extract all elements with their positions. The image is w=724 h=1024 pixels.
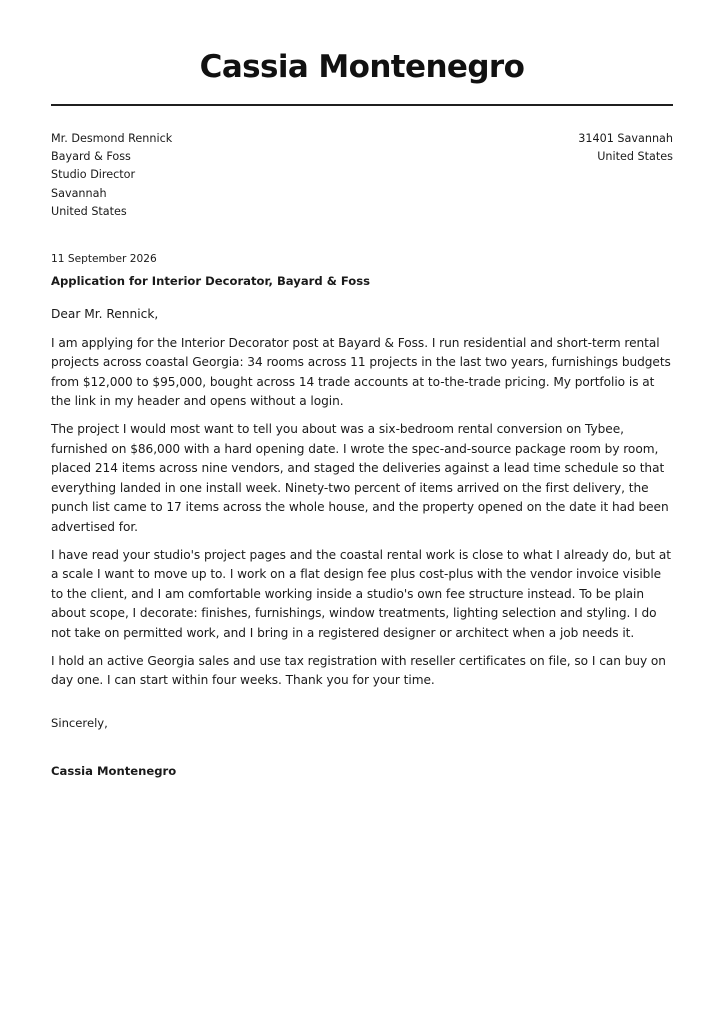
recipient-company: Bayard & Foss (51, 150, 131, 164)
body-paragraph-2: The project I would most want to tell you about was a six-bedroom rental conversion on Tybee, furnished on $86,000 with a hard opening date. I wrote the spec-and-source package room by room, placed 214 items across nine vendors, and staged the deliveries against a lead time schedule so that everything landed in one install week. Ninety-two percent of items arrived on the first delivery, the punch list came to 17 items across the whole house, and the property opened on the date it had been advertised for. (51, 421, 669, 534)
recipient-name: Mr. Desmond Rennick (51, 132, 173, 145)
letter-greeting: Dear Mr. Rennick, (51, 307, 159, 322)
recipient-title: Studio Director (51, 168, 136, 182)
header-divider (51, 104, 673, 106)
address-block (51, 130, 673, 221)
letter-closing: Sincerely, (51, 715, 108, 730)
recipient-address (51, 130, 172, 221)
sender-postal-city: 31401 Savannah (578, 132, 673, 145)
applicant-name-heading: Cassia Montenegro (199, 49, 525, 85)
body-paragraph-4: I hold an active Georgia sales and use tax registration with reseller certificates on file, so I can buy on day one. I can start within four weeks. Thank you for your time. (51, 653, 666, 688)
body-paragraph-3: I have read your studio's project pages and the coastal rental work is close to what I already do, but at a scale I want to move up to. I work on a flat design fee plus cost-plus with the vendor invoice visible to the client, and I am comfortable working inside a studio's own fee structure instead. To be plain about scope, I decorate: finishes, furnishings, window treatments, lighting selection and styling. I do not take on permitted work, and I bring in a registered designer or architect when a job needs it. (51, 547, 671, 640)
recipient-city: Savannah (51, 186, 107, 200)
letter-date: 11 September 2026 (51, 253, 157, 266)
letter-signature: Cassia Montenegro (51, 763, 177, 778)
letter-subject: Application for Interior Decorator, Bayard & Foss (51, 274, 371, 289)
sender-country: United States (597, 150, 673, 164)
body-paragraph-1: I am applying for the Interior Decorator post at Bayard & Foss. I run residential and short-term rental projects across coastal Georgia: 34 rooms across 11 projects in the last two years, furnishings budgets from $12,000 to $95,000, bought across 14 trade accounts at to-the-trade pricing. My portfolio is at the link in my header and opens without a login. (51, 335, 671, 409)
recipient-country: United States (51, 204, 127, 218)
sender-address (578, 130, 673, 221)
